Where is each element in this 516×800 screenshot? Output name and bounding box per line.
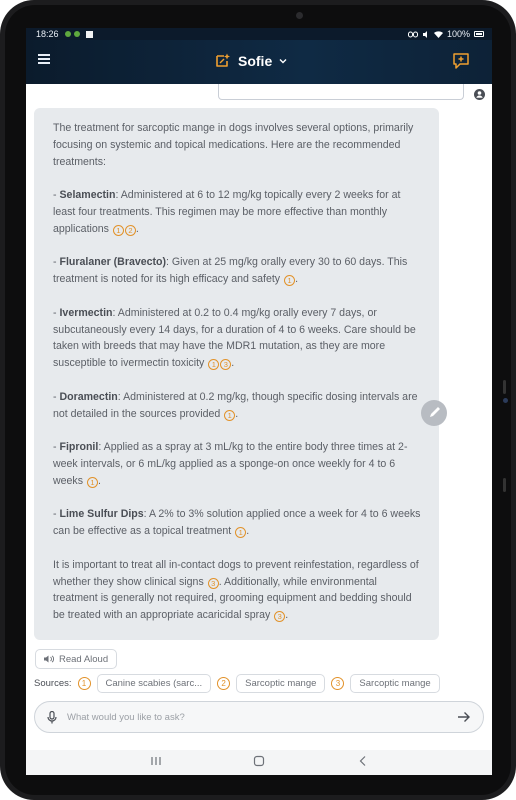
treatment-text: : Applied as a spray at 3 mL/kg to the entire body three times at 2-week intervals, or 6 mL/kg applied as a sponge-on once weekly for 4 to 6 weeks — [53, 441, 408, 487]
citation-badge[interactable]: 2 — [125, 225, 136, 236]
new-chat-icon[interactable] — [452, 52, 470, 70]
treatment-name: Selamectin — [59, 189, 116, 202]
treatment-name: Fluralaner (Bravecto) — [59, 256, 167, 269]
citation-badge[interactable]: 3 — [274, 611, 285, 622]
source-number: 2 — [217, 677, 230, 690]
closing-text: It is important to treat all in-contact dogs to prevent reinfestation, regardless of whether they show clinical signs — [53, 558, 419, 588]
source-number: 3 — [331, 677, 344, 690]
treatment-name: Fipronil — [59, 441, 99, 454]
chevron-down-icon — [278, 57, 288, 65]
wifi-icon — [434, 31, 443, 38]
treatment-item: - Lime Sulfur Dips: A 2% to 3% solution applied once a week for 4 to 6 weeks can be effective as a topical treatment 1 . — [53, 508, 421, 538]
side-button-lower — [503, 478, 506, 492]
treatment-text: : Administered at 0.2 mg/kg, though specific dosing intervals are not detailed in the sources provided — [53, 390, 418, 420]
app-title: Sofie — [238, 53, 273, 69]
speaker-icon — [44, 655, 54, 663]
citation-badge[interactable]: 1 — [208, 359, 219, 370]
system-nav-bar — [26, 750, 492, 775]
sources-label: Sources: — [34, 678, 72, 689]
answer-closing: It is important to treat all in-contact dogs to prevent reinfestation, regardless of whether they show clinical signs 3 . Additionally, while environmental treatment is generally not required, grooming equipment and bedding should be treated with an appropriate acaricidal spray 3 . — [53, 558, 419, 622]
edit-button[interactable] — [421, 400, 447, 426]
status-indicators — [408, 29, 484, 39]
treatment-name: Doramectin — [59, 390, 118, 403]
screen — [26, 28, 492, 775]
home-icon[interactable] — [253, 755, 265, 767]
answer-intro: The treatment for sarcoptic mange in dogs involves several options, primarily focusing on systemic and topical medications. Here are the recommended treatments: — [53, 122, 414, 168]
microphone-icon[interactable] — [47, 711, 57, 724]
source-chip[interactable]: Sarcoptic mange — [350, 674, 439, 693]
citation-badge[interactable]: 3 — [208, 578, 219, 589]
treatment-item: - Fluralaner (Bravecto): Given at 25 mg/kg orally every 30 to 60 days. This treatment is noted for its high efficacy and safety 1 . — [53, 256, 408, 286]
mute-icon — [422, 31, 430, 38]
model-selector[interactable] — [214, 52, 288, 70]
notification-icon — [65, 31, 71, 37]
treatment-text: : Given at 25 mg/kg orally every 30 to 60 days. This treatment is noted for its high efficacy and safety — [53, 256, 408, 286]
status-time: 18:26 — [36, 29, 59, 39]
treatment-item: - Doramectin: Administered at 0.2 mg/kg, though specific dosing intervals are not detailed in the sources provided 1 . — [53, 390, 418, 420]
read-aloud-button[interactable] — [35, 649, 117, 669]
closing-text: . Additionally, while environmental treatment is generally not required, grooming equipment and bedding should be treated with an appropriate acaricidal spray — [53, 575, 412, 622]
assistant-answer — [34, 108, 439, 640]
recents-icon[interactable] — [150, 755, 162, 767]
source-chip[interactable]: Sarcoptic mange — [236, 674, 325, 693]
send-arrow-icon[interactable] — [457, 711, 471, 723]
treatment-item: - Selamectin: Administered at 6 to 12 mg/kg topically every 2 weeks for at least four treatments. This regimen may be more effective than monthly applications 1 2 . — [53, 189, 401, 235]
source-number: 1 — [78, 677, 91, 690]
status-bar — [26, 28, 492, 40]
user-message-bubble — [218, 84, 464, 100]
ask-input[interactable] — [67, 712, 457, 723]
hamburger-menu-icon[interactable] — [38, 54, 50, 64]
notification-icon — [86, 31, 93, 38]
side-button — [503, 380, 506, 394]
link-icon — [408, 31, 418, 38]
chat-area — [26, 84, 492, 775]
treatment-text: : Administered at 0.2 to 0.4 mg/kg orally every 7 days, or subcutaneously every 14 days, for a duration of 4 to 6 weeks. Care should be taken with breeds that may have the MDR1 mutation, as they are more susceptible to ivermectin toxicity — [53, 306, 416, 370]
treatment-text: : Administered at 6 to 12 mg/kg topically every 2 weeks for at least four treatments. This regimen may be more effective than monthly applications — [53, 189, 401, 235]
treatment-text: : A 2% to 3% solution applied once a week for 4 to 6 weeks can be effective as a topical treatment — [53, 508, 421, 538]
read-aloud-label: Read Aloud — [59, 653, 109, 665]
citation-badge[interactable]: 1 — [87, 477, 98, 488]
pencil-icon — [421, 400, 447, 426]
back-icon[interactable] — [357, 755, 369, 767]
treatment-name: Lime Sulfur Dips — [59, 508, 144, 521]
citation-badge[interactable]: 1 — [235, 527, 246, 538]
treatment-item: - Fipronil: Applied as a spray at 3 mL/kg to the entire body three times at 2-week intervals, or 6 mL/kg applied as a sponge-on once weekly for 4 to 6 weeks 1 . — [53, 441, 408, 487]
sources-row — [34, 674, 440, 693]
citation-badge[interactable]: 1 — [224, 410, 235, 421]
user-avatar-icon — [474, 89, 485, 100]
citation-badge[interactable]: 1 — [284, 275, 295, 286]
treatment-name: Ivermectin — [59, 306, 113, 319]
source-chip[interactable]: Canine scabies (sarc... — [97, 674, 212, 693]
battery-icon — [474, 31, 484, 37]
ask-bar — [34, 701, 484, 733]
sofie-logo-icon — [214, 52, 232, 70]
notification-icon — [74, 31, 80, 37]
side-sensor — [503, 398, 508, 403]
front-camera — [296, 12, 303, 19]
app-header — [26, 40, 492, 84]
battery-percent: 100% — [446, 29, 470, 39]
treatment-item: - Ivermectin: Administered at 0.2 to 0.4 mg/kg orally every 7 days, or subcutaneously every 14 days, for a duration of 4 to 6 weeks. Care should be taken with breeds that may have the MDR1 mutation, as they are more susceptible to ivermectin toxicity 1 3 . — [53, 306, 416, 370]
citation-badge[interactable]: 1 — [113, 225, 124, 236]
citation-badge[interactable]: 3 — [220, 359, 231, 370]
